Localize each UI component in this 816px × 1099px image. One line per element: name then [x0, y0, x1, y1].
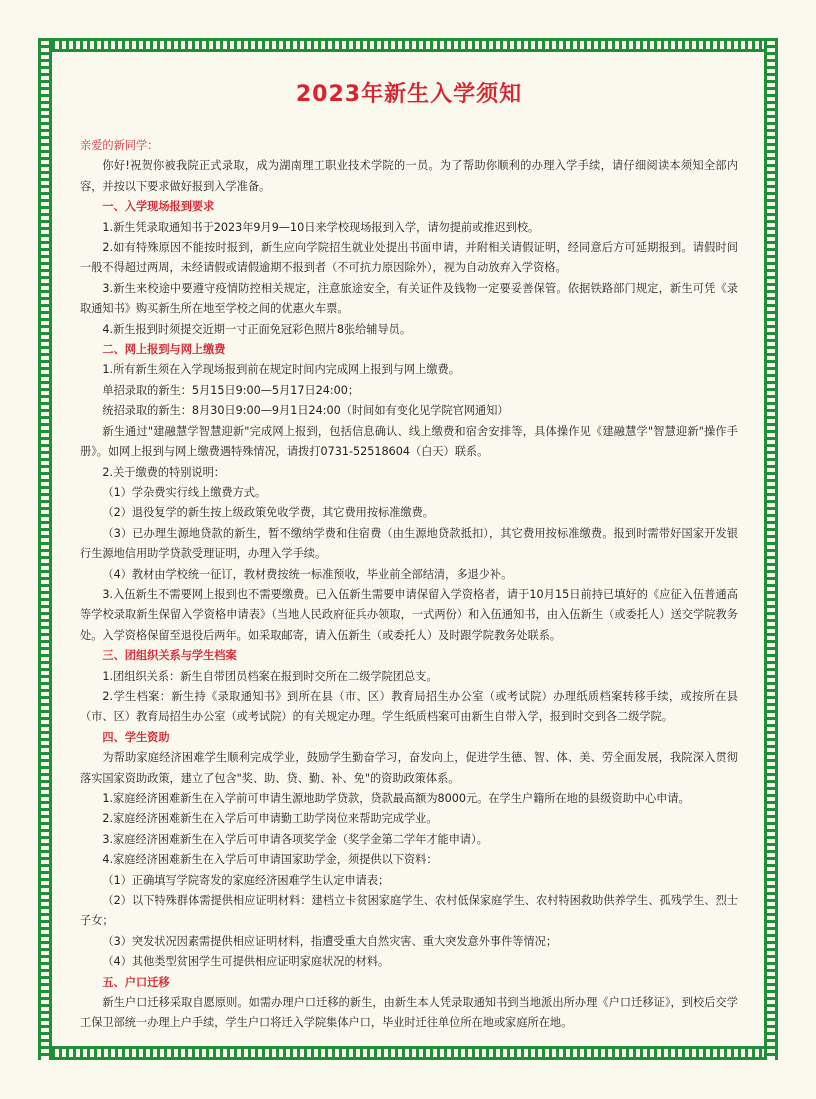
paragraph: 2.家庭经济困难新生在入学后可申请勤工助学岗位来帮助完成学业。	[102, 812, 438, 826]
paragraph: 3.入伍新生不需要网上报到也不需要缴费。已入伍新生需要申请保留入学资格者，请于10月15日前持已填好的《应征入伍普通高等学校录取新生保留入学资格申请表》（当地人民政府征兵办领取，一式两份）和入伍通知书，由入伍新生（或委托人）送交学院教务处。入学资格保留至退役后两年。如采取邮寄，请入伍新生（或委托人）及时跟学院教务处联系。	[80, 587, 738, 642]
decorative-border-bottom	[38, 1046, 778, 1060]
paragraph: （1）正确填写学院寄发的家庭经济困难学生认定申请表；	[102, 873, 390, 887]
paragraph: 1.家庭经济困难新生在入学前可申请生源地助学贷款，贷款最高额为8000元。在学生户籍所在地的县级资助中心申请。	[102, 792, 690, 805]
decorative-border-left	[38, 38, 52, 1060]
intro-paragraph: 你好!祝贺你被我院正式录取，成为湖南理工职业技术学院的一员。为了帮助你顺利的办理入学手续，请仔细阅读本须知全部内容，并按以下要求做好报到入学准备。	[80, 159, 738, 193]
paragraph: 统招录取的新生：8月30日9:00—9月1日24:00（时间如有变化见学院官网通知）	[102, 404, 509, 418]
section-heading-financial-aid: 四、学生资助	[102, 730, 170, 744]
paragraph: （1）学杂费实行线上缴费方式。	[102, 485, 267, 499]
section-heading-online-payment: 二、网上报到与网上缴费	[102, 343, 226, 357]
paragraph: （4）其他类型贫困学生可提供相应证明家庭状况的材料。	[102, 955, 390, 969]
decorative-border-right	[764, 38, 778, 1060]
paragraph: （4）教材由学校统一征订，教材费按统一标准预收，毕业前全部结清，多退少补。	[102, 567, 513, 581]
paragraph: （2）退役复学的新生按上级政策免收学费，其它费用按标准缴费。	[102, 506, 434, 520]
decorative-border-top	[38, 38, 778, 52]
paragraph: 1.新生凭录取通知书于2023年9月9—10日来学校现场报到入学，请勿提前或推迟到校。	[102, 220, 540, 234]
paragraph: （2）以下特殊群体需提供相应证明材料：建档立卡贫困家庭学生、农村低保家庭学生、农村特困救助供养学生、孤残学生、烈士子女；	[80, 894, 738, 928]
paragraph: 3.新生来校途中要遵守疫情防控相关规定，注意旅途安全，有关证件及钱物一定要妥善保管。依据铁路部门规定，新生可凭《录取通知书》购买新生所在地至学校之间的优惠火车票。	[80, 281, 738, 316]
paragraph: （3）已办理生源地贷款的新生，暂不缴纳学费和住宿费（由生源地贷款抵扣），其它费用按标准缴费。报到时需带好国家开发银行生源地信用助学贷款受理证明，办理入学手续。	[80, 526, 738, 561]
paragraph: 1.团组织关系：新生自带团员档案在报到时交所在二级学院团总支。	[102, 669, 438, 683]
paragraph: 2.关于缴费的特别说明：	[102, 465, 225, 479]
paragraph: 4.新生报到时须提交近期一寸正面免冠彩色照片8张给辅导员。	[102, 322, 412, 336]
paragraph: 单招录取的新生：5月15日9:00—5月17日24:00；	[102, 383, 360, 397]
paragraph: （3）突发状况因素需提供相应证明材料，指遭受重大自然灾害、重大突发意外事件等情况；	[102, 934, 558, 948]
paragraph: 2.学生档案：新生持《录取通知书》到所在县（市、区）教育局招生办公室（或考试院）办理纸质档案转移手续，或按所在县（市、区）教育局招生办公室（或考试院）的有关规定办理。学生纸质档案可由新生自带入学，报到时交到各二级学院。	[80, 689, 738, 724]
paragraph: 为帮助家庭经济困难学生顺利完成学业，鼓励学生勤奋学习，奋发向上，促进学生德、智、体、美、劳全面发展，我院深入贯彻落实国家资助政策，建立了包含"奖、助、贷、勤、补、免"的资助政策体系。	[80, 751, 738, 785]
paragraph: 3.家庭经济困难新生在入学后可申请各项奖学金（奖学金第二学年才能申请）。	[102, 832, 488, 846]
section-heading-household: 五、户口迁移	[102, 975, 170, 989]
page-title: 2023年新生入学须知	[295, 82, 523, 107]
section-heading-registration: 一、入学现场报到要求	[102, 200, 215, 214]
paragraph: 2.如有特殊原因不能按时报到，新生应向学院招生就业处提出书面申请，并附相关请假证明，经同意后方可延期报到。请假时间一般不得超过两周，未经请假或请假逾期不报到者（不可抗力原因除外），视为自动放弃入学资格。	[80, 241, 738, 275]
paragraph: 1.所有新生须在入学现场报到前在规定时间内完成网上报到与网上缴费。	[102, 363, 460, 377]
document-body	[80, 70, 738, 1034]
paragraph: 4.家庭经济困难新生在入学后可申请国家助学金，须提供以下资料：	[102, 853, 438, 867]
section-heading-records: 三、团组织关系与学生档案	[102, 649, 237, 663]
paragraph: 新生通过"建融慧学智慧迎新"完成网上报到，包括信息确认、线上缴费和宿舍安排等，具体操作见《建融慧学"智慧迎新"操作手册》。如网上报到与网上缴费遇特殊情况，请拨打0731-52518604（白天）联系。	[80, 424, 738, 459]
greeting: 亲爱的新同学：	[80, 139, 159, 152]
paragraph: 新生户口迁移采取自愿原则。如需办理户口迁移的新生，由新生本人凭录取通知书到当地派出所办理《户口迁移证》，到校后交学工保卫部统一办理上户手续，学生户口将迁入学院集体户口，毕业时迁往单位所在地或家庭所在地。	[80, 996, 738, 1030]
